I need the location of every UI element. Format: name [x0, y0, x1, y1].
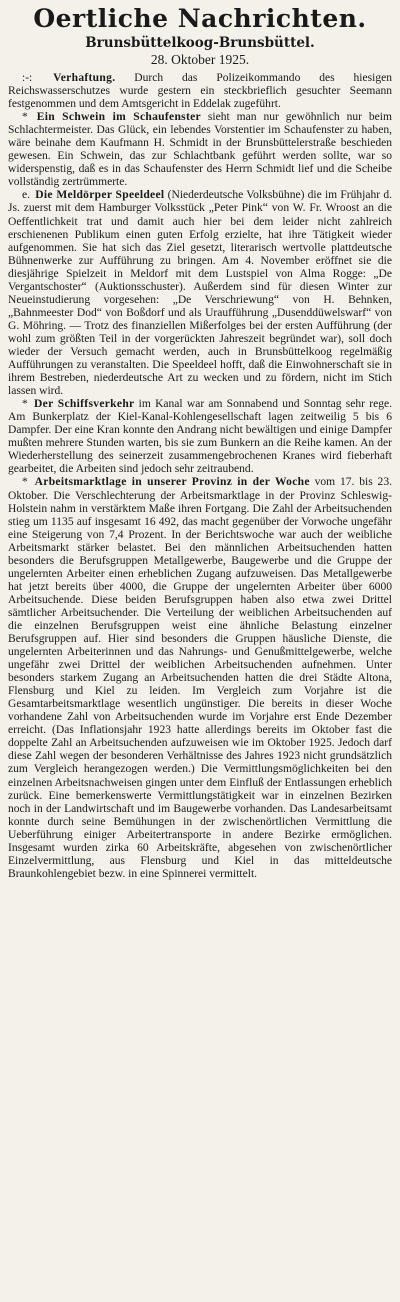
- article-schwein: [8, 111, 392, 189]
- article-heading: Die Meldörper Speeldeel: [35, 189, 165, 202]
- article-arbeitsmarkt: [8, 476, 392, 880]
- article-body: Durch das Polizeikommando des hiesigen Reichswasserschutzes wurde gestern ein steckbrieflich gesuchter Seemann festgenommen und dem Amtsgericht in Eddelak zugeführt.: [8, 72, 392, 111]
- section-title: Oertliche Nachrichten.: [33, 4, 367, 33]
- article-heading: Verhaftung.: [53, 72, 116, 84]
- article-body: im Kanal war am Sonnabend und Sonntag sehr rege. Am Bunkerplatz der Kiel-Kanal-Kohlengesellschaft lagen zeitweilig 5 bis 6 Dampfer. Der eine Kran konnte den Andrang nicht bewältigen und einige Dampfer mußten mehrere Stunden warten, bis sie zum Bunkern an die Reihe kamen. An der Wiederherstellung des seinerzeit zusammengebrochenen Kranes wird fieberhaft gearbeitet, die Arbeiten sind jedoch sehr zeitraubend.: [8, 398, 392, 476]
- article-prefix: *: [22, 476, 28, 489]
- article-prefix: :-:: [22, 72, 33, 84]
- article-body: vom 17. bis 23. Oktober. Die Verschlechterung der Arbeitsmarktlage in der Provinz Schleswig-Holstein nahm in verstärktem Maße ihren Fortgang. Die Zahl der Arbeitsuchenden stieg um 1135 auf insgesamt 16 492, das macht gegenüber der Vorwoche ungefähr eine Steigerung von 7,4 Prozent. In der Berichtswoche war auch der weibliche Arbeitsmarkt stärker belastet. Bei den männlichen Arbeitsuchenden hatten besonders die Berufsgruppen Metallgewerbe, Baugewerbe und die Gruppe der ungelernten Arbeiter einen erheblichen Zugang aufzuweisen. Das Metallgewerbe hat jetzt bereits über 4000, die Gruppe der ungelernten Arbeiter über 6000 Arbeitsuchende. Diese beiden Berufsgruppen haben also etwa zwei Drittel sämtlicher Arbeitsuchender. Die Verteilung der weiblichen Arbeitsuchenden auf die einzelnen Berufsgruppen weist eine ähnliche Belastung einzelner Berufsgruppen auf. Hier sind besonders die Gruppen häusliche Dienste, die ungelernten Arbeiterinnen und das Nahrungs- und Genußmittelgewerbe, welche ungefähr zwei Drittel der weiblichen Arbeitsuchenden aufnehmen. Unter besonders starkem Zugang an Arbeitsuchenden hatten die drei Städte Altona, Flensburg und Kiel zu leiden. Im Vergleich zum Vorjahre ist die Gesamtarbeitsmarktlage wesentlich ungünstiger. Die bereits in dieser Woche vorhandene Zahl von Arbeitsuchenden wurde im Vorjahre erst Ende Dezember erreicht. (Das Inflationsjahr 1923 hatte allerdings bereits im Oktober fast die doppelte Zahl an Arbeitsuchenden aufzuweisen wie im Oktober 1925. Jedoch darf diese Zahl wegen der besonderen Verhältnisse des Jahres 1923 nicht grundsätzlich zum Vergleich herangezogen werden.) Die Vermittlungsmöglichkeiten bei den einzelnen Arbeitsnachweisen gingen unter dem Einfluß der Entlassungen erheblich zurück. Eine bemerkenswerte Vermittlungstätigkeit war in einzelnen Bezirken noch in der Landwirtschaft und im Baugewerbe vorhanden. Das Landesarbeitsamt konnte durch seine Bemühungen in der zwischenörtlichen Vermittlung die Ueberführung einiger Arbeitertransporte in andere Bezirke ermöglichen. Insgesamt wurden zirka 60 Arbeitskräfte, abgesehen von zwischenörtlicher Einzelvermittlung, aus Flensburg und Kiel in das mitteldeutsche Braunkohlengebiet bezw. in eine Spinnerei vermittelt.: [8, 476, 392, 880]
- article-verhaftung: [8, 72, 392, 111]
- article-body: sieht man nur gewöhnlich nur beim Schlachtermeister. Das Glück, ein lebendes Vorstentier im Schaufenster zu haben, wäre beinahe dem Kaufmann H. Schmidt in der Brunsbüttelerstraße beschieden gewesen. Ein Schwein, das zur Schlachtbank geführt werden sollte, war so widerspenstig, daß es in das Schaufenster des Herrn Schmidt lief und die Scheibe vollständig zertrümmerte.: [8, 111, 392, 189]
- locality-heading: Brunsbüttelkoog-Brunsbüttel.: [85, 35, 315, 51]
- article-heading: Der Schiffsverkehr: [34, 398, 135, 411]
- article-heading: Arbeitsmarktlage in unserer Provinz in der Woche: [34, 476, 310, 489]
- article-prefix: e.: [22, 189, 31, 202]
- article-prefix: *: [22, 398, 28, 411]
- article-prefix: *: [22, 111, 28, 124]
- article-heading: Ein Schwein im Schaufenster: [36, 111, 201, 124]
- article-speeldeel: [8, 189, 392, 398]
- dateline: 28. Oktober 1925.: [150, 52, 250, 67]
- article-schiffsverkehr: [8, 398, 392, 476]
- article-body: (Niederdeutsche Volksbühne) die im Frühjahr d. Js. zuerst mit dem Hamburger Volksstück „Peter Pink“ von W. Fr. Wroost an die Oeffentlichkeit trat und damit auch hier bei dem leider nicht zahlreich erschienenen Publikum einen guten Erfolg erzielte, hat ihre Tätigkeit wieder aufgenommen. Sie hat sich das Ziel gesetzt, literarisch wertvolle plattdeutsche Bühnenwerke zur Aufführung zu bringen. Am 4. November eröffnet sie die diesjährige Spielzeit in Meldorf mit dem Lustspiel von Alma Rogge: „De Vergantschoster“ (Auktionsschuster). Außerdem sind für diesen Winter zur Neueinstudierung vorgesehen: „De Verschriewung“ von H. Behnken, „Bahnmeester Dod“ von Boßdorf und als Uraufführung „Dusenddüwelswarf“ von G. Möhring. — Trotz des finanziellen Mißerfolges bei der ersten Aufführung (der wohl zum größten Teil in der vorgerückten Jahreszeit begründet war), soll doch wieder der Versuch gemacht werden, auch in Brunsbüttelkoog regelmäßig Aufführungen zu veranstalten. Die Speeldeel hofft, daß die Einwohnerschaft sie in ihrem Bestreben, niederdeutsche Art zu wecken und zu fördern, nicht im Stich lassen wird.: [8, 189, 393, 398]
